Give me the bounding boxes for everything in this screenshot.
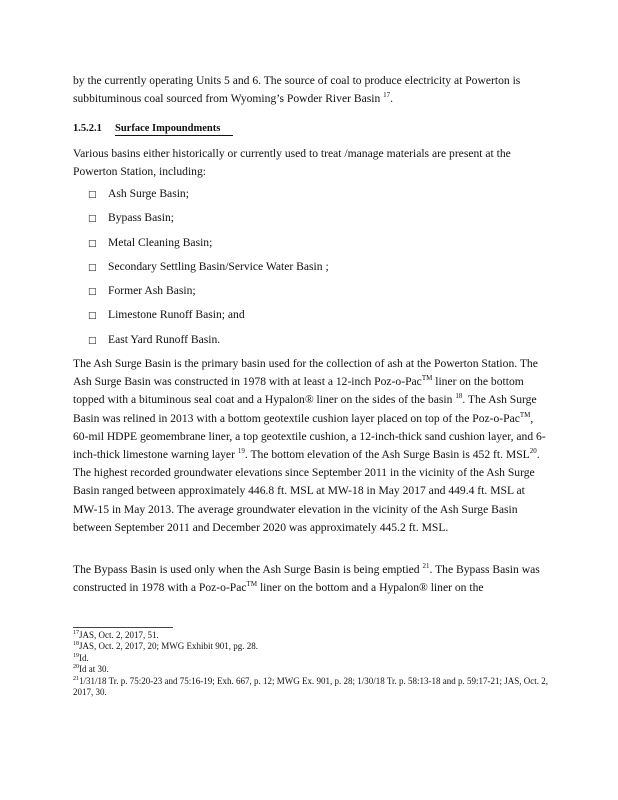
list-item: □ Ash Surge Basin; [88, 185, 329, 209]
footnote-ref-20: 20 [529, 447, 537, 456]
list-item: □ East Yard Runoff Basin. [88, 331, 329, 355]
footnote-21: $^{21}$1/31/18 Tr. p. 75:20-23 and 75:16-19; Exh. 667, p. 12; MWG Ex. 901, p. 28; 1/30/18 Tr. p. 58:13-18 and p. 59:17-21; JAS, Oct. 2, 2017, 30. [73, 675, 549, 698]
footnote-18: $^{18}$JAS, Oct. 2, 2017, 20; MWG Exhibit 901, pg. 28. [73, 641, 258, 652]
section-number: 1.5.2.1 [73, 123, 102, 134]
basin-list [88, 185, 329, 355]
bypass-basin-paragraph: The Bypass Basin is used only when the Ash Surge Basin is being emptied $^{21}$. The Bypass Basin was constructed in 1978 with a Poz-o-Pac™ liner on the bottom and a Hypalon® liner on the [73, 562, 540, 595]
bullet-icon: □ [88, 238, 97, 249]
bullet-icon: □ [88, 214, 97, 225]
intro-paragraph: by the currently operating Units 5 and 6. The source of coal to produce electricity at Powerton is subbituminous coal sourced from Wyoming’s Powder River Basin $^{17}$. [73, 74, 521, 106]
footnote-ref-17: 17 [383, 91, 391, 100]
footnote-20: $^{20}$Id at 30. [73, 664, 109, 675]
bullet-icon: □ [88, 190, 97, 200]
bullet-icon: □ [88, 262, 97, 273]
footnote-ref-19: 19 [237, 447, 245, 456]
list-item: □ Metal Cleaning Basin; [88, 234, 329, 258]
bullet-icon: □ [88, 287, 97, 298]
footnote-separator [73, 627, 173, 628]
footnote-ref-21: 21 [422, 562, 430, 571]
list-item: □ Limestone Runoff Basin; and [88, 306, 329, 330]
section-heading [73, 120, 233, 138]
list-item: □ Bypass Basin; [88, 209, 329, 233]
bullet-icon: □ [88, 311, 97, 322]
footnote-19: $^{19}$Id. [73, 652, 89, 663]
footnotes [73, 630, 548, 698]
list-item: □ Former Ash Basin; [88, 282, 329, 306]
footnote-ref-18: 18 [455, 392, 463, 401]
section-title: Surface Impoundments [115, 122, 233, 136]
ash-surge-basin-paragraph: The Ash Surge Basin is the primary basin used for the collection of ash at the Powerton Station. The Ash Surge Basin was constructed in 1978 with at least a 12-inch Poz-o-Pac™ liner on the bottom topped with a bituminous seal coat and a Hypalon® liner on the sides of the basin $^{18}$. The Ash Surge Basin was relined in 2013 with a bottom geotextile cushion layer placed on top of the Poz-o-Pac™, 60-mil HDPE geomembrane liner, a top geotextile cushion, a 12-inch-thick sand cushion layer, and 6-inch-thick limestone warning layer $^{19}$. The bottom elevation of the Ash Surge Basin is 452 ft. MSL$^{20}$. The highest recorded groundwater elevations since September 2011 in the vicinity of the Ash Surge Basin ranged between approximately 446.8 ft. MSL at MW-18 in May 2017 and 449.4 ft. MSL at MW-15 in May 2013. The average groundwater elevation in the vicinity of the Ash Surge Basin between September 2011 and December 2020 was approximately 445.2 ft. MSL. [73, 357, 546, 534]
basins-intro-paragraph: Various basins either historically or currently used to treat /manage materials are present at the Powerton Station, including: [73, 147, 511, 179]
footnote-17: $^{17}$JAS, Oct. 2, 2017, 51. [73, 630, 159, 640]
intro-text: by the currently operating Units 5 and 6. The source of coal to produce electricity at Powerton is subbituminous coal sourced from Wyoming’s Powder River Basin [73, 74, 521, 106]
list-item: □ Secondary Settling Basin/Service Water Basin ; [88, 258, 329, 282]
bullet-icon: □ [88, 335, 97, 346]
